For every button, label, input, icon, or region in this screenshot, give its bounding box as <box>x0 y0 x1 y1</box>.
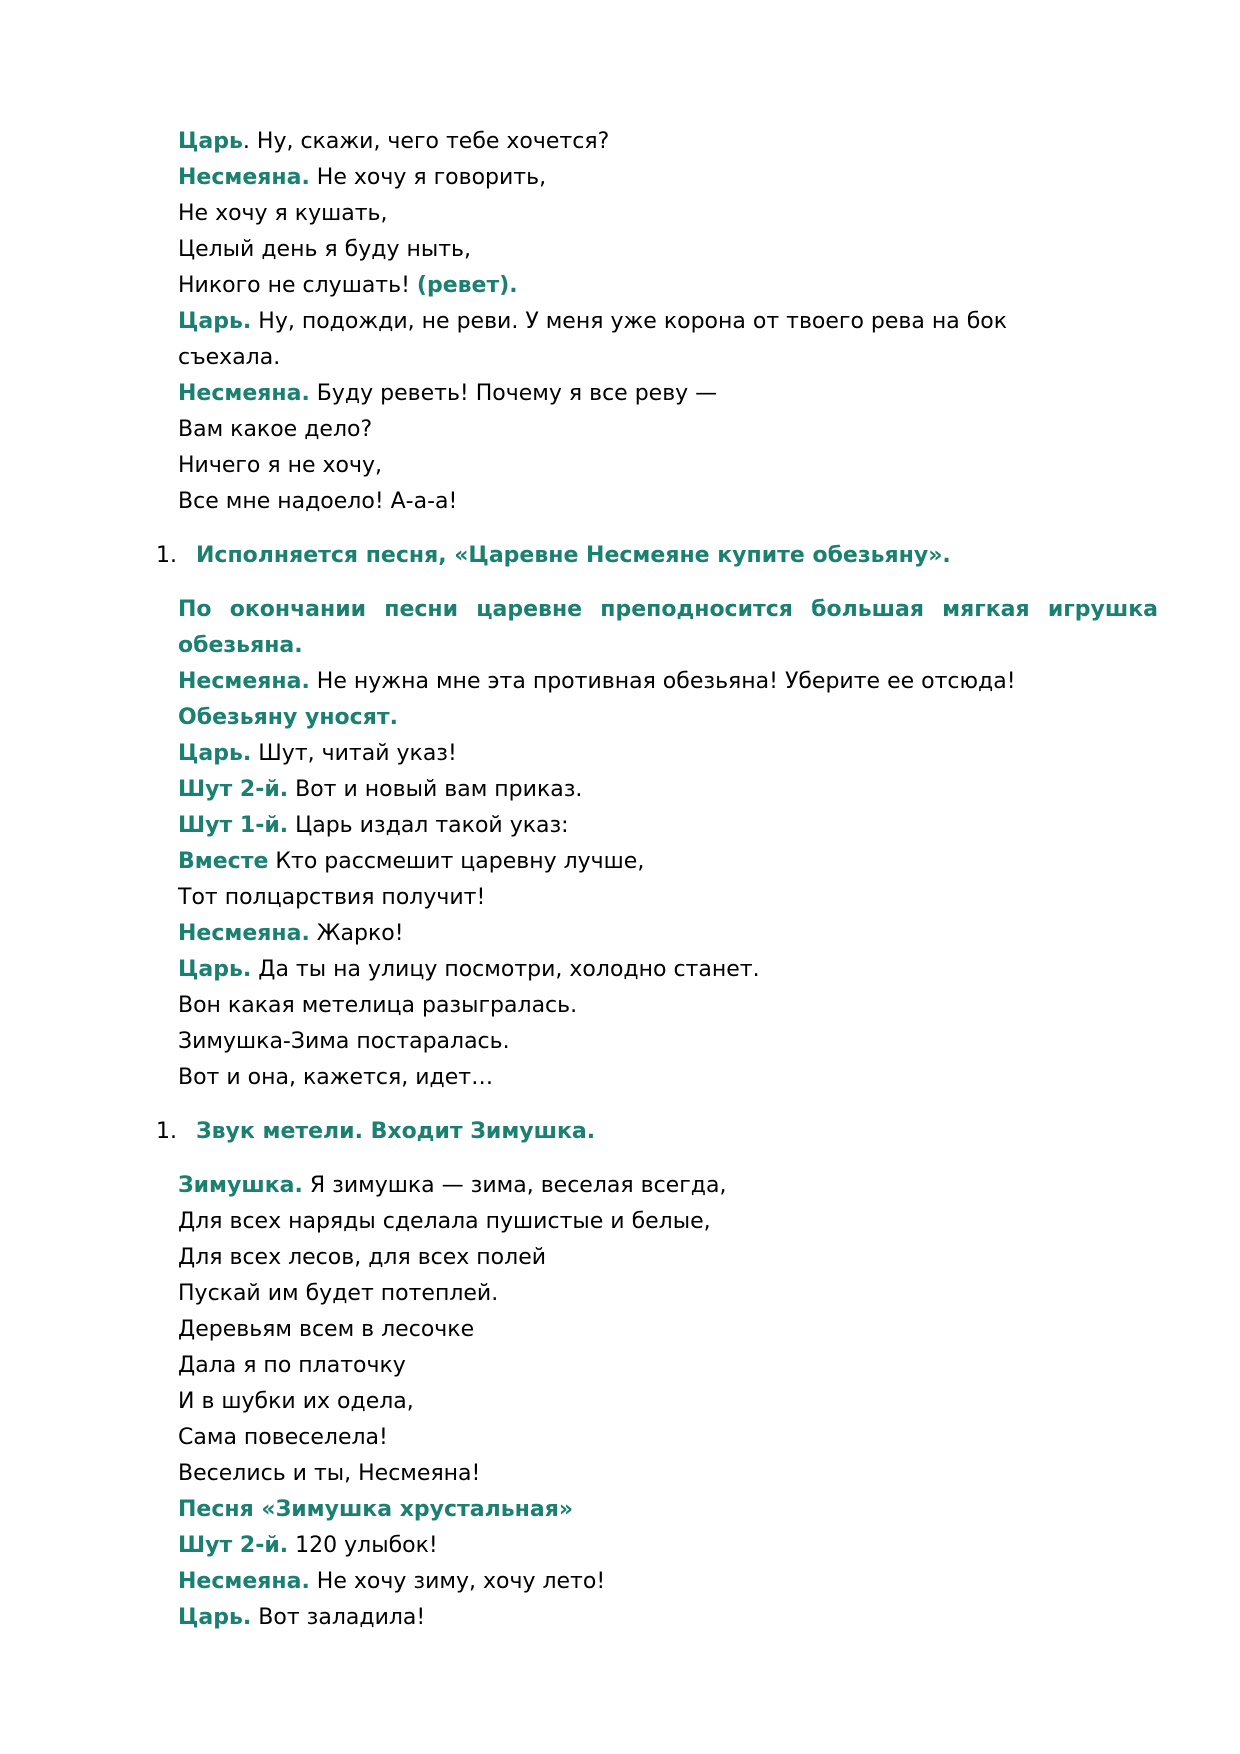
dialogue-line <box>178 1384 1158 1420</box>
dialogue-line <box>178 268 1158 304</box>
dialogue-line <box>178 448 1158 484</box>
numbered-stage-direction <box>156 1114 1158 1150</box>
speaker-name: Шут 2-й. <box>178 1533 289 1558</box>
numbered-stage-direction <box>156 538 1158 574</box>
stage-direction: Обезьяну уносят. <box>178 705 398 730</box>
speaker-name: Несмеяна. <box>178 669 310 694</box>
dialogue-line <box>178 304 1158 340</box>
line-text: Царь издал такой указ: <box>288 813 569 838</box>
speaker-name: Царь. <box>178 1605 252 1630</box>
dialogue-line <box>178 1276 1158 1312</box>
dialogue-line <box>178 1456 1158 1492</box>
line-text: Не нужна мне эта противная обезьяна! Уберите ее отсюда! <box>309 669 1016 694</box>
line-text: Вон какая метелица разыгралась. <box>178 993 578 1018</box>
stage-direction: Исполняется песня, «Царевне Несмеяне купите обезьяну». <box>196 543 951 568</box>
dialogue-line <box>178 664 1158 700</box>
script-text <box>156 124 1158 1636</box>
dialogue-line <box>178 808 1158 844</box>
line-text: Все мне надоело! А-а-а! <box>178 489 458 514</box>
dialogue-line <box>178 952 1158 988</box>
dialogue-line <box>178 1348 1158 1384</box>
line-text: Вот и новый вам приказ. <box>288 777 583 802</box>
line-text: Ничего я не хочу, <box>178 453 383 478</box>
dialogue-line <box>178 484 1158 520</box>
dialogue-line <box>178 736 1158 772</box>
line-text: Зимушка-Зима постаралась. <box>178 1029 510 1054</box>
line-text: Буду реветь! Почему я все реву — <box>309 381 718 406</box>
speaker-name: Шут 1-й. <box>178 813 289 838</box>
spacer <box>178 1150 1158 1168</box>
speaker-name: Несмеяна. <box>178 1569 310 1594</box>
stage-direction: По окончании песни царевне преподносится большая мягкая игрушка <box>178 597 1158 622</box>
line-text: Пускай им будет потеплей. <box>178 1281 499 1306</box>
dialogue-line <box>178 1024 1158 1060</box>
line-text: . Ну, скажи, чего тебе хочется? <box>242 129 610 154</box>
dialogue-line <box>178 1600 1158 1636</box>
speaker-name: Царь <box>178 129 243 154</box>
dialogue-line <box>178 1204 1158 1240</box>
spacer <box>178 520 1158 538</box>
line-text: Для всех лесов, для всех полей <box>178 1245 547 1270</box>
spacer <box>178 574 1158 592</box>
dialogue-line <box>178 1528 1158 1564</box>
line-text: Кто рассмешит царевну лучше, <box>268 849 645 874</box>
speaker-name: Несмеяна. <box>178 165 310 190</box>
dialogue-line <box>178 1492 1158 1528</box>
dialogue-line <box>178 124 1158 160</box>
dialogue-line <box>178 1060 1158 1096</box>
line-text: Не хочу я кушать, <box>178 201 388 226</box>
dialogue-line <box>178 1564 1158 1600</box>
line-text: Тот полцарствия получит! <box>178 885 486 910</box>
spacer <box>178 1096 1158 1114</box>
dialogue-line <box>178 988 1158 1024</box>
dialogue-line <box>178 880 1158 916</box>
line-text: Не хочу зиму, хочу лето! <box>309 1569 606 1594</box>
stage-direction: Звук метели. Входит Зимушка. <box>196 1119 596 1144</box>
dialogue-line <box>178 1312 1158 1348</box>
line-text: Вот заладила! <box>251 1605 426 1630</box>
line-text: И в шубки их одела, <box>178 1389 414 1414</box>
speaker-name: Царь. <box>178 309 252 334</box>
line-text: 120 улыбок! <box>288 1533 438 1558</box>
dialogue-line <box>178 700 1158 736</box>
dialogue-line <box>178 772 1158 808</box>
list-number: 1. <box>156 543 177 568</box>
dialogue-line <box>178 1168 1158 1204</box>
dialogue-line <box>178 844 1158 880</box>
line-text: Веселись и ты, Несмеяна! <box>178 1461 481 1486</box>
dialogue-line <box>178 376 1158 412</box>
dialogue-line <box>178 232 1158 268</box>
speaker-name: Царь. <box>178 741 252 766</box>
line-text: Для всех наряды сделала пушистые и белые, <box>178 1209 711 1234</box>
dialogue-line <box>178 412 1158 448</box>
dialogue-line <box>178 1240 1158 1276</box>
line-text: Вот и она, кажется, идет… <box>178 1065 494 1090</box>
dialogue-line <box>178 1420 1158 1456</box>
speaker-name: Царь. <box>178 957 252 982</box>
line-text: Деревьям всем в лесочке <box>178 1317 475 1342</box>
dialogue-line <box>178 160 1158 196</box>
dialogue-line <box>178 916 1158 952</box>
line-text: Дала я по платочку <box>178 1353 406 1378</box>
list-number: 1. <box>156 1119 177 1144</box>
line-text: Не хочу я говорить, <box>309 165 547 190</box>
line-text: Шут, читай указ! <box>251 741 457 766</box>
dialogue-line <box>178 340 1158 376</box>
line-text: Никого не слушать! <box>178 273 417 298</box>
speaker-name: Зимушка. <box>178 1173 303 1198</box>
line-text: Целый день я буду ныть, <box>178 237 471 262</box>
line-text: Вам какое дело? <box>178 417 373 442</box>
line-text: Жарко! <box>309 921 404 946</box>
speaker-name: Вместе <box>178 849 269 874</box>
line-text: Ну, подожди, не реви. У меня уже корона от твоего рева на бок <box>251 309 1008 334</box>
dialogue-line <box>178 196 1158 232</box>
stage-direction: обезьяна. <box>178 633 303 658</box>
line-text: Да ты на улицу посмотри, холодно станет. <box>251 957 760 982</box>
line-text: Я зимушка — зима, веселая всегда, <box>302 1173 727 1198</box>
stage-direction: (ревет). <box>416 273 518 298</box>
stage-direction: Песня «Зимушка хрустальная» <box>178 1497 574 1522</box>
speaker-name: Несмеяна. <box>178 381 310 406</box>
line-text: съехала. <box>178 345 281 370</box>
speaker-name: Шут 2-й. <box>178 777 289 802</box>
line-text: Сама повеселела! <box>178 1425 388 1450</box>
speaker-name: Несмеяна. <box>178 921 310 946</box>
